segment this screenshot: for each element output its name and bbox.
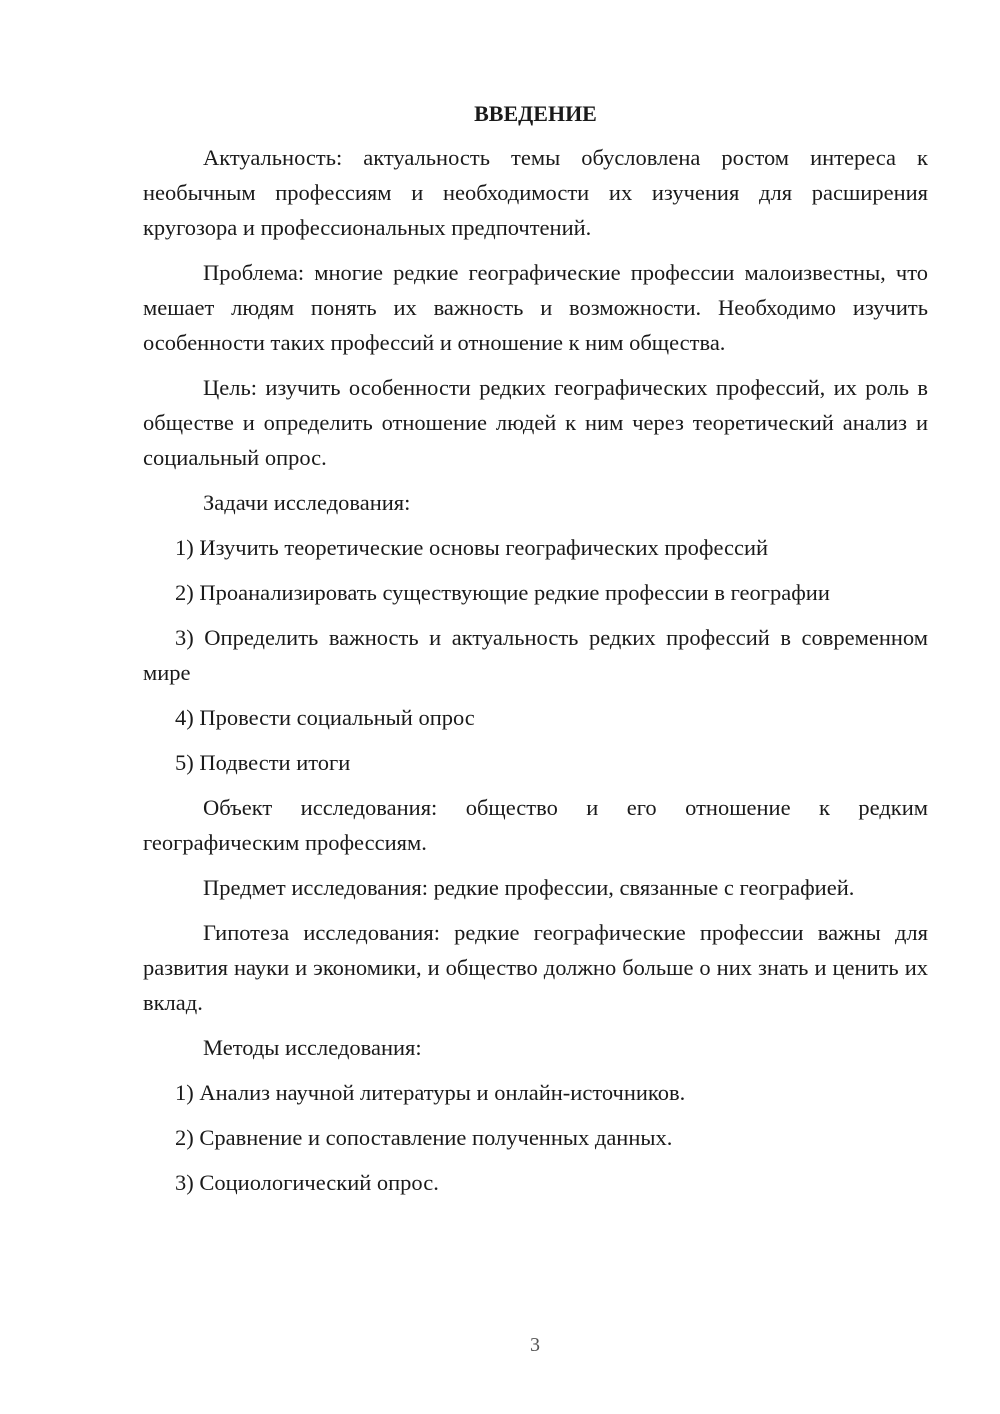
object-paragraph: Объект исследования: общество и его отношение к редким географическим профессиям. <box>143 795 928 855</box>
methods-heading: Методы исследования: <box>203 1035 422 1060</box>
method-item: 3) Социологический опрос. <box>175 1170 439 1195</box>
method-item: 1) Анализ научной литературы и онлайн-источников. <box>175 1080 686 1105</box>
task-item: 4) Провести социальный опрос <box>175 705 475 730</box>
task-item: 3) Определить важность и актуальность редких профессий в современном мире <box>143 625 928 685</box>
page-number: 3 <box>530 1334 540 1356</box>
task-item: 2) Проанализировать существующие редкие профессии в географии <box>175 580 830 605</box>
relevance-paragraph: Актуальность: актуальность темы обусловлена ростом интереса к необычным профессиям и необходимости их изучения для расширения кругозора и профессиональных предпочтений. <box>143 145 928 240</box>
document-page <box>143 96 928 1210</box>
subject-paragraph: Предмет исследования: редкие профессии, связанные с географией. <box>203 875 855 900</box>
goal-paragraph: Цель: изучить особенности редких географических профессий, их роль в обществе и определить отношение людей к ним через теоретический анализ и социальный опрос. <box>143 375 928 470</box>
hypothesis-paragraph: Гипотеза исследования: редкие географические профессии важны для развития науки и экономики, и общество должно больше о них знать и ценить их вклад. <box>143 920 928 1015</box>
tasks-heading: Задачи исследования: <box>203 490 411 515</box>
method-item: 2) Сравнение и сопоставление полученных данных. <box>175 1125 673 1150</box>
task-item: 5) Подвести итоги <box>175 750 351 775</box>
task-item: 1) Изучить теоретические основы географических профессий <box>175 535 769 560</box>
problem-paragraph: Проблема: многие редкие географические профессии малоизвестны, что мешает людям понять их важность и возможности. Необходимо изучить особенности таких профессий и отношение к ним общества. <box>143 260 928 355</box>
document-title: ВВЕДЕНИЕ <box>474 101 597 126</box>
